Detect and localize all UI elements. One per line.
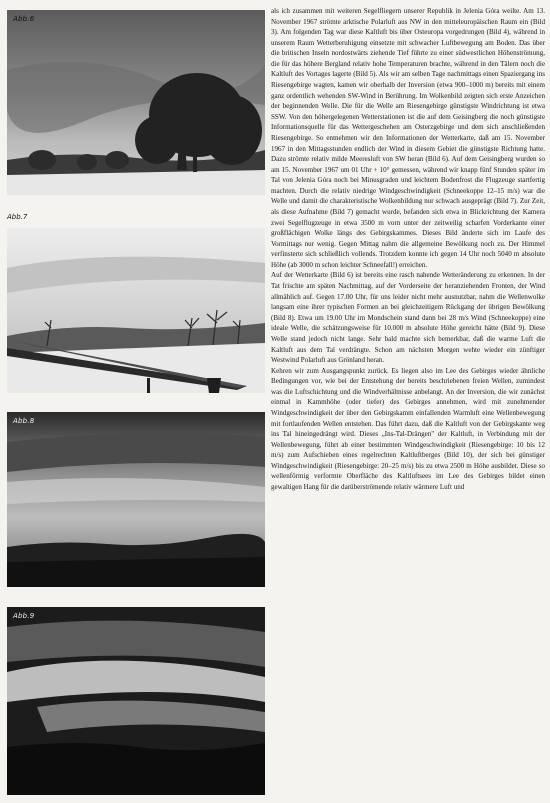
glider-airfield-image bbox=[7, 228, 265, 393]
photo-glider-airfield bbox=[7, 228, 265, 393]
figure-label-block bbox=[7, 213, 265, 221]
article-text-column bbox=[271, 6, 545, 493]
article-paragraph: als ich zusammen mit weiteren Segelfliegern unserer Republik in Jelenia Góra weilte. Am 13. November 1967 strömte arktische Polarluft aus NW in den mitteleuropäischen Raum ein (Bild 3). Am folgenden Tag war diese Kaltluft bis über Osteuropa vorgedrungen (Bild 4), während in unserem Raum Wetterberuhigung einsetzte mit schwacher Luftbewegung am Boden. Das über die britischen Inseln nordostwärts ziehende Tief führte zu einer südwestlichen Höhenströmung, die für das höhere Bergland relativ hohe Temperaturen brachte, während in den Tälern noch die Kaltluft des Vortages lagerte (Bild 5). Als wir am selben Tage nachmittags einen Spaziergang ins Riesengebirge wagten, kamen wir oberhalb der Inversion (etwa 900–1000 m) bereits mit einem ganz ordentlich wehenden SW-Wind in Berührung. Im Wolkenbild zeigten sich erste Anzeichen der beginnenden Welle. Die für die Welle am Riesengebirge günstigste Windrichtung ist etwa SSW. Von den höhergelegenen Wetterstationen ist die auf dem Geisingberg die noch günstigste Informationsquelle für das Wettergeschehen am Osterzgebirge und dem sich anschließenden Riesengebirge. So entnehmen wir den Informationen der Wetterkarte, daß am 15. November 1967 in den Mittagsstunden endlich der Wind in diesem Gebiet die günstigste Richtung hatte. Dazu strömte relativ milde Meeresluft von SW heran (Bild 6). Auf dem Geisingberg wurden so am 15. November 1967 um 01 Uhr + 10° gemessen, während wir knapp fünf Stunden später im Tal von Jelenia Góra noch bei Minusgraden und leichtem Bodenfrost die Flugzeuge startfertig machten. Durch die relativ niedrige Windgeschwindigkeit (Schneekoppe 12–15 m/s) war die Welle und damit die charakteristische Wolkenbildung nur schwach ausgeprägt (Bild 7). Zur Zeit, als diese Aufnahme (Bild 7) gemacht wurde, befanden sich etwa in Blickrichtung der Kamera zwei Segelflugzeuge in etwa 3500 m vorn unter der zeitweilig scharfen Vorderkante einer großflächigen Wolke längs des Gebirgskammes. Dieses Bild änderte sich im Laufe des Vormittags nur wenig. Gegen Mittag nahm die allgemeine Bewölkung noch zu. Der Himmel verfinsterte sich schließlich vollends. Trotzdem konnte ich gegen 14 Uhr noch 5040 m absolute Höhe (ab 3000 m schon leichter Schneefall!) erreichen. bbox=[271, 7, 545, 269]
photo-night-wave bbox=[7, 607, 265, 795]
photo-wave-cloud bbox=[7, 412, 265, 587]
article-paragraph: Auf der Wetterkarte (Bild 6) ist bereits eine rasch nahende Wetteränderung zu erkennen. In der Tat frischte am späten Nachmittag, auf der Vorderseite der heranziehenden Fronten, der Wind allmählich auf. Gegen 17.00 Uhr, für uns leider nicht mehr ausnutzbar, nahm die Wellenwolke langsam eine ihrer typischen Formen an bei gleichzeitigem Rückgang der übrigen Bewölkung (Bild 8). Etwa um 19.00 Uhr im Mondschein stand dann bei 28 m/s Wind (Schneekoppe) eine ideale Welle, die schätzungsweise für 10.000 m absolute Höhe gereicht hätte (Bild 9). Diese Welle stand jedoch nicht lange. Sehr bald machte sich bemerkbar, daß die warme Luft die Kaltluft aus dem Tal verdrängte. Schon am nächsten Morgen wehte wieder ein zünftiger Westwind Polarluft aus Grönland heran. bbox=[271, 271, 545, 365]
night-wave-image bbox=[7, 607, 265, 795]
photo-landscape-trees bbox=[7, 10, 265, 195]
figure-label: Abb.8 bbox=[13, 417, 35, 425]
figure-label: Abb.6 bbox=[13, 15, 35, 23]
wave-cloud-image bbox=[7, 412, 265, 587]
article-paragraph: Kehren wir zum Ausgangspunkt zurück. Es liegen also im Lee des Gebirges wieder ähnliche Bedingungen vor, wie bei der Entstehung der bereits beschriebenen freien Wellen, zumindest was die Luftschichtung und die Windverhältnisse anbelangt. An der Inversion, die wir zunächst einmal in Kammhöhe (oder tiefer) des Gebirges annehmen, wird mit zunehmender Windgeschwindigkeit der über den Gebirgskamm einfallenden Warmluft eine Wellenbewegung mit fortlaufenden Wellen entstehen. Das führt dazu, daß die Kaltluft von der Gebirgskante weg ins Tal hineingedrängt wird. Dieses „Ins-Tal-Drängen" der Kaltluft, in Verbindung mit der Wellenbewegung, führt ab einer bestimmten Windgeschwindigkeit (Riesengebirge: 10 bis 12 m/s) zum Aufschieben eines regelrechten Kaltluftberges (Bild 10), der sich bei günstiger Windgeschwindigkeit (Riesengebirge: 20–25 m/s) bis zu etwa 2500 m Höhe ausbildet. Diese so wellenförmig verformte Oberfläche des Kaltluftsees im Lee des Gebirges bildet einen gewaltigen Hang für die darüberströmende relativ wärmere Luft und bbox=[271, 366, 545, 492]
figure-label: Abb.9 bbox=[13, 612, 35, 620]
figure-label: Abb.7 bbox=[7, 213, 28, 221]
landscape-trees-image bbox=[7, 10, 265, 195]
